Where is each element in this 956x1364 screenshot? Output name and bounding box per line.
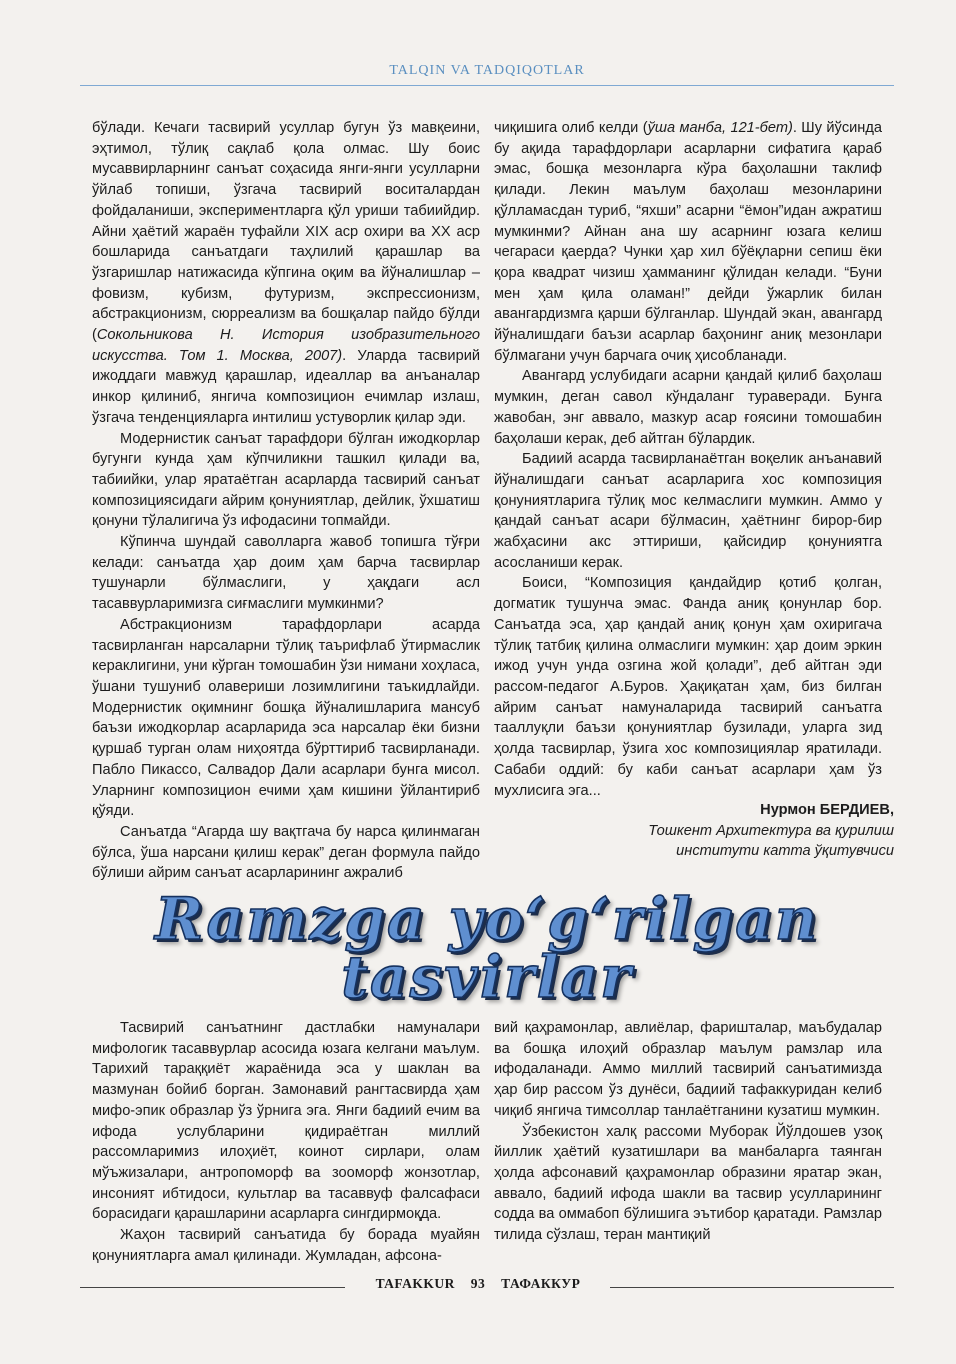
section-header: TALQIN VA TADQIQOTLAR — [389, 63, 585, 78]
paragraph — [494, 449, 882, 573]
paragraph — [92, 1225, 480, 1266]
paragraph-text: бўлади. Кечаги тасвирий усуллар бугун ўз мавқеини, эҳтимол, тўлиқ сақлаб қола олмас. Шу боис мусаввирларнинг санъат соҳасида янги-янги усулларни ўйлаб топиши, ўзгача тасвирий воситалардан фойдаланиши, экспериментларга қўл уриши табиийдир. Айни ҳаётий жараён туфайли XIX аср охири ва XX аср бошларида санъатдаги таҳлилий қарашлар ва ўзгаришлар натижасида кўпгина оқим ва йўналишлар – фовизм, кубизм, футуризм, экспрессионизм, абстракционизм, сюрреализм ва бошқалар пайдо бўлди ( — [92, 120, 480, 344]
paragraph-text: Ўзбекистон халқ рассоми Муборак Йўлдошев узоқ йиллик ҳаётий кузатишлари ва манбаларга таянган ҳолда афсонавий қаҳрамонлар образини яратар экан, аввало, бадиий ифода шакли ва тасвир усулларининг содда ва оммабоп бўлишига эътибор қаратади. Рамзлар тилида сўзлаш, теран мантиқий — [494, 1123, 882, 1244]
paragraph-text: Санъатда “Агарда шу вақтгача бу нарса қилинмаган бўлса, ўша нарсани қилиш керак” деган формула пайдо бўлиши айрим санъат асарларининг ажралиб — [92, 823, 480, 882]
footer-journal-cyrillic: ТАФАККУР — [501, 1276, 581, 1291]
paragraph — [92, 822, 480, 884]
page-footer — [80, 1276, 894, 1298]
paragraph-text: Модернистик санъат тарафдори бўлган ижодкорлар бугунги кунда ҳам кўпчиликни ташкил қилади ва, табиийки, улар яратаётган асарларда тасвирий санъат композициясидаги айрим қонуниятлар, дейлик, ўхшатиш қонуни тўлалигича ўз ифодасини топмайди. — [92, 430, 480, 530]
paragraph-text: Кўпинча шундай саволларга жавоб топишга тўғри келади: санъатда ҳар доим ҳам барча тасвирлар тушунарли бўлмаслиги, у ҳақдаги асл тасаввурларимизга сиғмаслиги мумкинми? — [92, 534, 480, 613]
paragraph-text: вий қаҳрамонлар, авлиёлар, фаришталар, маъбудалар ва бошқа илоҳий образлар маълум рамзлар ила ифодаланади. Аммо миллий тасвирий санъатимизда ҳар бир рассом ўз дунёси, бадиий тафаккуридан келиб чиқиб янгича тимсоллар танлаётганини кузатиш мумкин. — [494, 1020, 882, 1119]
footer-rule-left — [80, 1287, 345, 1288]
footer-text — [350, 1276, 606, 1292]
author-name: Нурмон БЕРДИЕВ, — [760, 802, 894, 818]
article2-title-line2: tasvirlar — [341, 943, 633, 1011]
paragraph — [494, 118, 882, 366]
paragraph — [92, 615, 480, 822]
paragraph-text: Жаҳон тасвирий санъатида бу борада муайян қонуниятларга амал қилинади. Жумладан, афсона- — [92, 1227, 480, 1264]
paragraph-text-continued: . Уларда тасвирий ижоддаги мавжуд қарашлар, идеаллар ва анъаналар инкор қилиниб, янгича композицион ечимлар излаш, ўзгача тенденцияларга интилиш устуворлик қилар эди. — [92, 347, 481, 426]
citation: Сокольникова Н. История изобразительного искусства. Том 1. Москва, 2007) — [92, 327, 480, 364]
paragraph — [92, 429, 480, 533]
paragraph — [92, 532, 480, 615]
author-affiliation-2: институти катта ўқитувчиси — [676, 843, 894, 860]
paragraph — [92, 118, 480, 429]
header-rule — [80, 85, 894, 86]
paragraph-text: чиқишига олиб келди ( — [494, 120, 648, 136]
paragraph-text: Бадиий асарда тасвирланаётган воқелик анъанавий йўналишдаги санъат асарларига хос композиция қонуниятларига тўлиқ мос келмаслиги мумкин. Аммо у қандай санъат асари бўлмасин, ҳаётнинг бирор-бир жабҳасини акс эттириши, қайсидир қонуниятга асосланиши керак. — [494, 451, 882, 571]
article1-right-column — [494, 118, 882, 801]
author-affiliation-1: Тошкент Архитектура ва қурилиш — [648, 822, 894, 839]
paragraph-text: Боиси, “Композиция қандайдир қотиб қолган, догматик тушунча эмас. Фанда аниқ қонунлар бор. Санъатда эса, ҳар қандай аниқ қонун ҳам охиригача тўлиқ татбиқ қилина олмаслиги мумкин: ҳар доим эркин ижод учун унда озгина жой қолади”, деб айтган эди рассом-педагог А.Буров. Ҳақиқатан ҳам, биз билган айрим санъат намуналарида тасвирий санъатга тааллуқли баъзи қонуниятлар бузилади, уларга зид ҳолда тасвирлар, ўзига хос композициялар яратилади. Сабаби оддий: бу каби санъат асарлари ҳам ўз мухлисига эга... — [494, 575, 882, 799]
author-block — [494, 800, 894, 862]
paragraph — [494, 1122, 882, 1246]
paragraph — [494, 366, 882, 449]
article2-right-column — [494, 1018, 882, 1246]
paragraph-text: Авангард услубидаги асарни қандай қилиб баҳолаш мумкин, деган савол кўндаланг тураверади. Бунга жавобан, энг аввало, мазкур асар ғоясини томошабин баҳолаши керак, деб айтган бўлардик. — [494, 368, 882, 447]
footer-journal-latin: TAFAKKUR — [375, 1276, 455, 1291]
paragraph — [92, 1018, 480, 1225]
paragraph — [494, 1018, 882, 1122]
paragraph-text: Тасвирий санъатнинг дастлабки намуналари мифологик тасаввурлар асосида юзага келгани маълум. Тарихий тараққиёт жараёнида эса у шаклан ва мазмунан бойиб борган. Замонавий рангтасвирда ҳам мифо-эпик образлар ўз ўрнига эга. Янги бадиий ечим ва ифода услубларини қидираётган миллий рассомларимиз илоҳиёт, коинот сирлари, олам мўъжизалари, антропоморф ва зооморф жонзотлар, инсоният ибтидоси, культлар ва тасаввуф фалсафаси борасидаги қарашларини асарларга сингдирмоқда. — [92, 1020, 480, 1223]
article1-left-column — [92, 118, 480, 884]
paragraph-text: Абстракционизм тарафдорлари асарда тасвирланган нарсаларни тўлиқ таърифлаб ўтирмаслик кераклигини, уни кўрган томошабин ўзи нимани хоҳласа, ўшани тушуниб олавериши лозимлигини таъкидлайди. Модернистик оқимнинг бошқа йўналишларига мансуб баъзи ижодкорлар асарларида эса нарсалар ёки бизни қуршаб турган олам ниҳоятда бўрттириб тасвирланади. Пабло Пикассо, Салвадор Дали асарлари бунга мисол. Уларнинг композицион ечими ҳам кишини ўйлантириб қўяди. — [92, 616, 480, 820]
article2-left-column — [92, 1018, 480, 1266]
page-number: 93 — [470, 1276, 486, 1291]
citation: ўша манба, 121-бет) — [647, 120, 793, 136]
paragraph-text-continued: . Шу йўсинда бу ақида тарафдорлари асарларни сифатига қараб эмас, бошқа мезонларга кўра баҳолашни таклиф қилади. Лекин маълум баҳолаш мезонларини қўлламасдан туриб, “яхши” асарни “ёмон”идан ажратиш мумкинми? Айнан ана шу асарнинг юзага келиш чегараси қаерда? Чунки ҳар хил бўёқларни сепиш ёки қора квадрат чизиш ҳамманинг қўлидан келади. “Буни мен ҳам қила оламан!” дейди ўжарлик билан авангардизмга қарши бўлганлар. Шундай экан, авангард йўналишдаги баъзи асарлар баҳонинг аниқ мезонлари бўлмагани учун барчага очиқ ҳисобланади. — [494, 120, 882, 364]
paragraph — [494, 573, 882, 801]
footer-rule-right — [610, 1287, 894, 1288]
article2-title-line1: Ramzga yo‘g‘rilgan — [154, 885, 819, 953]
